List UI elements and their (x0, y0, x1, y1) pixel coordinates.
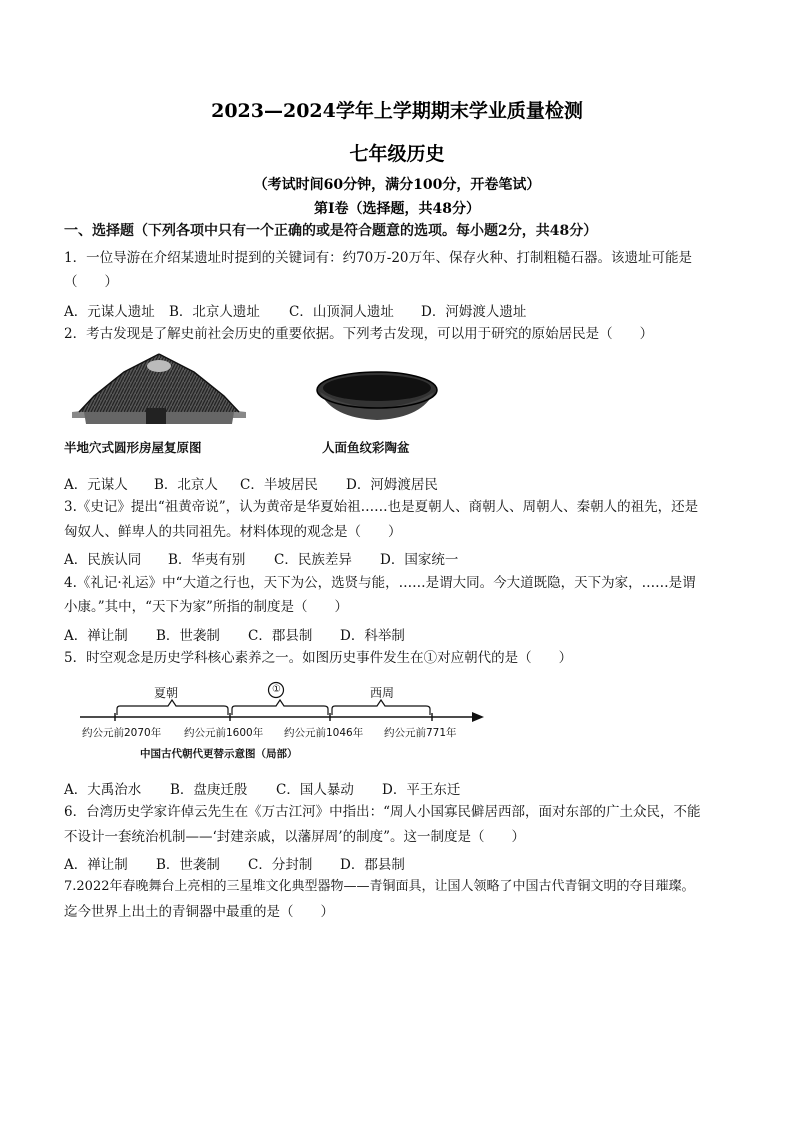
q4-option-c: C．郡县制 (248, 628, 313, 644)
q2-caption-basin: 人面鱼纹彩陶盆 (322, 440, 410, 455)
q4-stem-line2: 小康。”其中，“天下为家”所指的制度是（ ） (64, 599, 348, 615)
round-house-image (64, 352, 254, 434)
q3-option-b: B．华夷有别 (168, 552, 246, 568)
q7-stem-line2: 迄今世界上出土的青铜器中最重的是（ ） (64, 904, 334, 920)
timeline-caption: 中国古代朝代更替示意图（局部） (140, 748, 298, 760)
q4-option-d: D．科举制 (340, 628, 405, 644)
timeline-date-4: 约公元前771年 (384, 727, 457, 739)
q2-caption-house: 半地穴式圆形房屋复原图 (64, 440, 202, 455)
q5-option-c: C．国人暴动 (276, 782, 354, 798)
q4-stem-line1: 4.《礼记·礼运》中“大道之行也，天下为公，选贤与能，……是谓大同。今大道既隐，天下为家，……是谓 (64, 575, 696, 591)
q3-option-d: D．国家统一 (380, 552, 459, 568)
q1-options (64, 300, 526, 320)
q6-stem-line1: 6．台湾历史学家许倬云先生在《万古江河》中指出：“周人小国寡民僻居西部，面对东部的广土众民，不能 (64, 804, 701, 820)
q3-stem-line2: 匈奴人、鲜卑人的共同祖先。材料体现的观念是（ ） (64, 524, 402, 540)
timeline-era-xia: 夏朝 (154, 686, 179, 700)
q2-option-c: C．半坡居民 (240, 477, 318, 493)
q3-options (64, 548, 458, 568)
brace-circle-1 (232, 700, 328, 715)
timeline-date-3: 约公元前1046年 (284, 727, 364, 739)
timeline-date-2: 约公元前1600年 (184, 727, 264, 739)
q6-option-d: D．郡县制 (340, 857, 405, 873)
brace-western-zhou (332, 700, 430, 715)
q1-option-c: C．山顶洞人遗址 (289, 304, 394, 320)
q6-options (64, 853, 405, 873)
q2-option-d: D．河姆渡居民 (346, 477, 438, 493)
q6-stem-line2: 不设计一套统治机制——‘封建亲戚，以藩屏周’的制度”。这一制度是（ ） (64, 829, 525, 845)
q3-option-a: A．民族认同 (64, 552, 142, 568)
q4-option-b: B．世袭制 (156, 628, 220, 644)
q5-stem: 5．时空观念是历史学科核心素养之一。如图历史事件发生在①对应朝代的是（ ） (64, 650, 573, 666)
q1-option-a: A．元谋人遗址 (64, 304, 155, 320)
timeline-era-western-zhou: 西周 (370, 686, 395, 700)
timeline-era-circle-1: ① (272, 684, 281, 695)
q4-option-a: A．禅让制 (64, 628, 128, 644)
q1-option-d: D．河姆渡人遗址 (421, 304, 527, 320)
q5-option-d: D．平王东迁 (382, 782, 461, 798)
q3-stem-line1: 3.《史记》提出“祖黄帝说”，认为黄帝是华夏始祖……也是夏朝人、商朝人、周朝人、秦朝人的祖先，还是 (64, 499, 699, 515)
q6-option-c: C．分封制 (248, 857, 313, 873)
part-title: 第Ⅰ卷（选择题，共48分） (313, 201, 481, 217)
q3-option-c: C．民族差异 (274, 552, 352, 568)
q5-options (64, 778, 460, 798)
subject-title: 七年级历史 (349, 143, 445, 165)
q1-stem-line1: 1．一位导游在介绍某遗址时提到的关键词有：约70万-20万年、保存火种、打制粗糙石器。该遗址可能是 (64, 250, 693, 266)
q5-option-a: A．大禹治水 (64, 782, 142, 798)
q4-options (64, 624, 405, 644)
q2-option-a: A．元谋人 (64, 477, 128, 493)
exam-info: （考试时间60分钟，满分100分，开卷笔试） (253, 177, 541, 193)
exam-title: 2023—2024学年上学期期末学业质量检测 (211, 100, 583, 122)
timeline-arrow-icon (472, 712, 484, 722)
q6-option-a: A．禅让制 (64, 857, 128, 873)
timeline-date-1: 约公元前2070年 (82, 727, 162, 739)
q2-stem: 2．考古发现是了解史前社会历史的重要依据。下列考古发现，可以用于研究的原始居民是（ ） (64, 326, 654, 342)
q7-stem-line1: 7.2022年春晚舞台上亮相的三星堆文化典型器物——青铜面具，让国人领略了中国古代青铜文明的夺目璀璨。 (64, 879, 695, 894)
section-heading: 一、选择题（下列各项中只有一个正确的或是符合题意的选项。每小题2分，共48分） (64, 223, 598, 239)
painted-pottery-basin-image (312, 368, 442, 424)
q5-option-b: B．盘庚迁殷 (170, 782, 248, 798)
brace-xia (117, 700, 228, 715)
q2-option-b: B．北京人 (154, 477, 218, 493)
q6-option-b: B．世袭制 (156, 857, 220, 873)
q1-option-b: B．北京人遗址 (169, 304, 260, 320)
q2-options (64, 473, 438, 493)
q1-stem-line2: （ ） (64, 274, 118, 290)
